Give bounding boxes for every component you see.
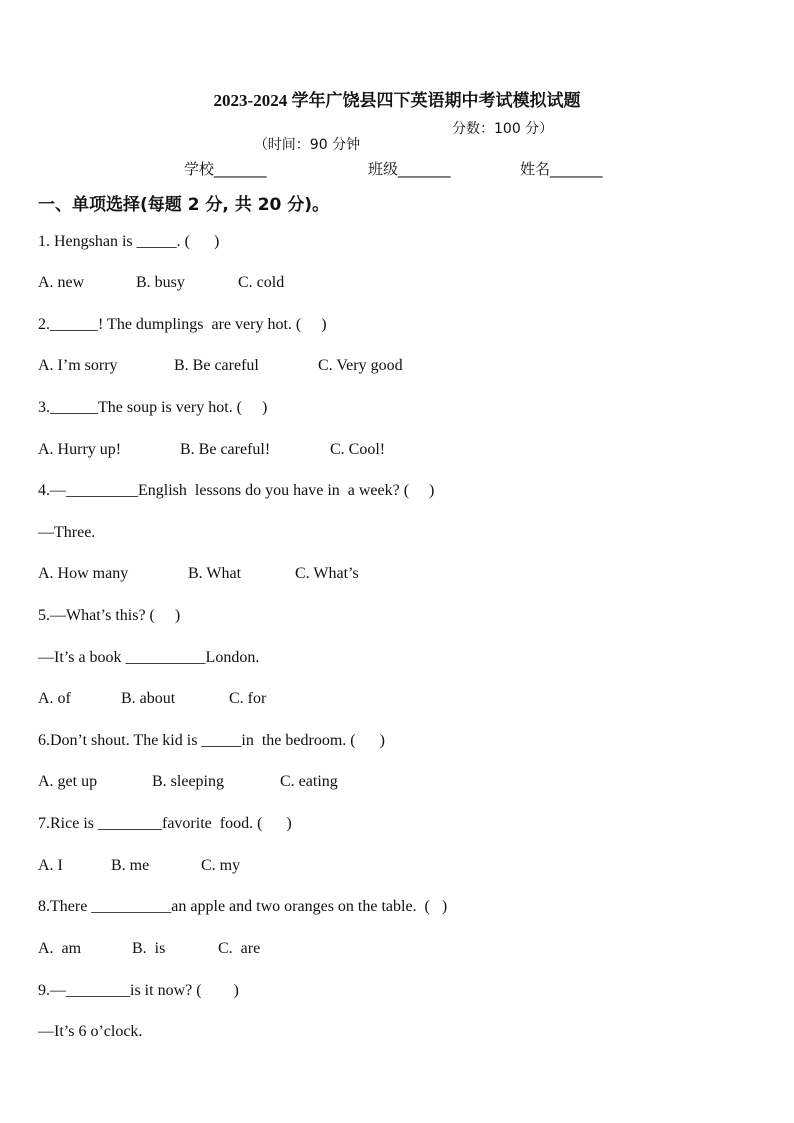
option-a: A. get up	[38, 773, 98, 790]
option-b: B. Be careful	[174, 357, 259, 374]
exam-time: （时间：90 分钟	[253, 137, 361, 153]
option-b: B. Be careful!	[180, 441, 271, 458]
option-b: B. What	[188, 565, 242, 582]
option-a: A. Hurry up!	[38, 441, 122, 458]
option-a: A. How many	[38, 565, 129, 582]
question-stem: 8.There __________an apple and two oranges on the table. ( )	[38, 898, 448, 915]
option-c: C. cold	[238, 274, 285, 291]
question-stem: 6.Don’t shout. The kid is _____in the bedroom. ( )	[38, 732, 385, 749]
option-b: B. is	[132, 940, 166, 957]
question-stem: 9.—________is it now? ( )	[38, 982, 239, 999]
section-heading: 一、单项选择(每题 2 分, 共 20 分)。	[38, 195, 330, 215]
option-c: C. my	[201, 857, 241, 874]
option-a: A. am	[38, 940, 82, 957]
question-stem: 2.______! The dumplings are very hot. ( )	[38, 316, 327, 333]
option-a: A. I’m sorry	[38, 357, 118, 374]
option-a: A. of	[38, 690, 71, 707]
question-answer: —It’s 6 o’clock.	[38, 1023, 143, 1040]
option-b: B. me	[111, 857, 150, 874]
option-c: C. are	[218, 940, 261, 957]
question-stem: 7.Rice is ________favorite food. ( )	[38, 815, 292, 832]
option-a: A. new	[38, 274, 85, 291]
option-a: A. I	[38, 857, 63, 874]
question-answer: —Three.	[38, 524, 96, 541]
option-b: B. sleeping	[152, 773, 224, 790]
question-stem: 3.______The soup is very hot. ( )	[38, 399, 268, 416]
question-answer: —It’s a book __________London.	[38, 649, 260, 666]
question-stem: 4.—_________English lessons do you have in a week? ( )	[38, 482, 435, 499]
class-field: 班级_______	[368, 160, 451, 178]
option-c: C. Cool!	[330, 441, 386, 458]
question-stem: 1. Hengshan is _____. ( )	[38, 233, 220, 250]
option-c: C. for	[229, 690, 267, 707]
question-stem: 5.—What’s this? ( )	[38, 607, 181, 624]
option-b: B. busy	[136, 274, 185, 291]
option-c: C. eating	[280, 773, 338, 790]
exam-score: 分数：100 分）	[452, 121, 554, 137]
option-c: C. What’s	[295, 565, 359, 582]
name-field: 姓名_______	[520, 160, 603, 178]
option-b: B. about	[121, 690, 176, 707]
school-field: 学校_______	[184, 160, 267, 178]
exam-title: 2023-2024 学年广饶县四下英语期中考试模拟试题	[213, 91, 581, 110]
option-c: C. Very good	[318, 357, 403, 374]
